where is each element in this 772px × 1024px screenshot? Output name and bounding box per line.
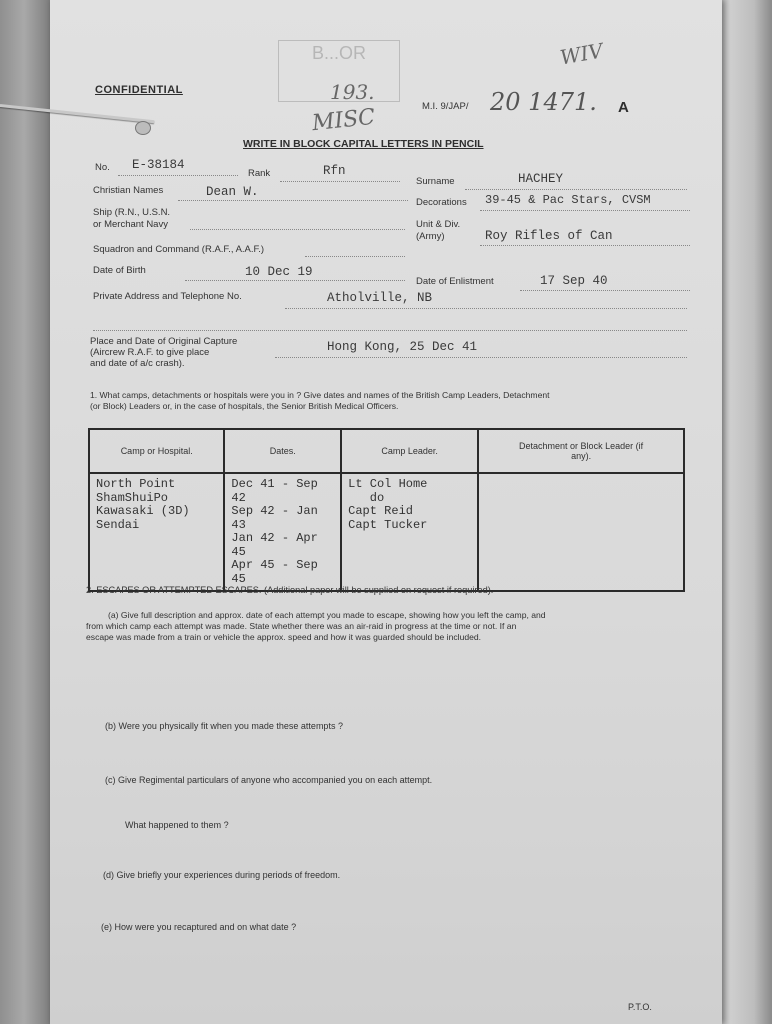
instruction-heading: WRITE IN BLOCK CAPITAL LETTERS IN PENCIL [243,138,484,150]
christian-names-value: Dean W. [206,185,259,199]
camps-table [88,428,685,592]
decorations-label: Decorations [416,197,467,208]
capture-label-2: (Aircrew R.A.F. to give place [90,347,210,358]
reference-suffix: A [618,99,629,116]
camp-leader: Capt Tucker [348,517,428,532]
no-label: No. [95,162,110,173]
question-2b: (b) Were you physically fit when you made these attempts ? [105,721,343,731]
ship-label-1: Ship (R.N., U.S.N. [93,207,171,218]
question-2c-followup: What happened to them ? [125,820,229,830]
question-2e: (e) How were you recaptured and on what date ? [101,922,297,932]
faded-stamp: B...OR [278,40,400,102]
handwritten-number: 193. [330,80,375,104]
header-dates: Dates. [224,429,341,473]
camp-leader: Lt Col Home [348,477,428,491]
enlistment-value: 17 Sep 40 [540,274,608,288]
camp-leader: do [348,490,385,505]
reference-number: 20 1471. [490,88,597,116]
rank-label: Rank [248,168,271,179]
table-row [89,473,684,591]
no-value: E-38184 [132,158,185,172]
pto-label: P.T.O. [628,1002,652,1012]
camps-table-header [89,429,684,473]
string-knot [135,121,151,135]
capture-label-3: and date of a/c crash). [90,358,185,369]
camp-name: North Point [96,477,176,491]
detachment-cell [478,473,684,591]
camp-name: Kawasaki (3D) [96,504,190,518]
header-camp: Camp or Hospital. [89,429,224,473]
question-2a-line-3: escape was made from a train or vehicle the approx. speed and how it was guarded should be included. [86,632,482,642]
unit-value: Roy Rifles of Can [485,229,613,243]
question-1-line-1: 1. What camps, detachments or hospitals were you in ? Give dates and names of the British Camp Leaders, Detachment [90,390,550,400]
question-2a-line-2: from which camp each attempt was made. State whether there was an air-raid in progress at the time or not. If an [86,621,517,631]
dates-cell [224,473,341,591]
camp-dates: Apr 45 - Sep 45 [231,558,318,586]
camp-leader: Capt Reid [348,504,413,518]
enlistment-label: Date of Enlistment [416,276,494,287]
camp-dates: Dec 41 - Sep 42 [231,477,318,505]
capture-value: Hong Kong, 25 Dec 41 [327,340,478,354]
decorations-value: 39-45 & Pac Stars, CVSM [485,193,651,207]
address-value: Atholville, NB [327,291,433,305]
document-sheet [50,0,722,1024]
camp-dates: Sep 42 - Jan 43 [231,504,318,532]
rank-value: Rfn [323,164,346,178]
ship-label-2: or Merchant Navy [93,219,168,230]
camp-dates: Jan 42 - Apr 45 [231,531,318,559]
unit-label-2: (Army) [416,231,445,242]
squadron-label: Squadron and Command (R.A.F., A.A.F.) [93,244,265,255]
surname-value: HACHEY [518,172,564,186]
address-label: Private Address and Telephone No. [93,291,242,302]
reference-prefix: M.I. 9/JAP/ [422,101,469,112]
surname-label: Surname [416,176,455,187]
camp-name: Sendai [96,517,140,532]
capture-label-1: Place and Date of Original Capture [90,336,238,347]
unit-label-1: Unit & Div. [416,219,461,230]
header-camp-leader: Camp Leader. [341,429,478,473]
header-detachment-leader: Detachment or Block Leader (if any). [478,429,684,473]
question-1-line-2: (or Block) Leaders or, in the case of hospitals, the Senior British Medical Officers. [90,401,399,411]
question-2-title: 2. ESCAPES OR ATTEMPTED ESCAPES. (Additional paper will be supplied on request if required). [86,585,494,595]
date-of-birth-value: 10 Dec 19 [245,265,313,279]
camp-name: ShamShuiPo [96,490,169,505]
christian-names-label: Christian Names [93,185,164,196]
handwritten-corner-mark: WIV [558,38,605,70]
confidential-heading: CONFIDENTIAL [95,84,183,96]
question-2a-line-1: (a) Give full description and approx. date of each attempt you made to escape, showing how you left the camp, and [108,610,546,620]
question-2c: (c) Give Regimental particulars of anyone who accompanied you on each attempt. [105,775,433,785]
handwritten-misc: MISC [310,104,377,137]
date-of-birth-label: Date of Birth [93,265,146,276]
leader-cell [341,473,478,591]
question-2d: (d) Give briefly your experiences during periods of freedom. [103,870,341,880]
camp-cell [89,473,224,591]
